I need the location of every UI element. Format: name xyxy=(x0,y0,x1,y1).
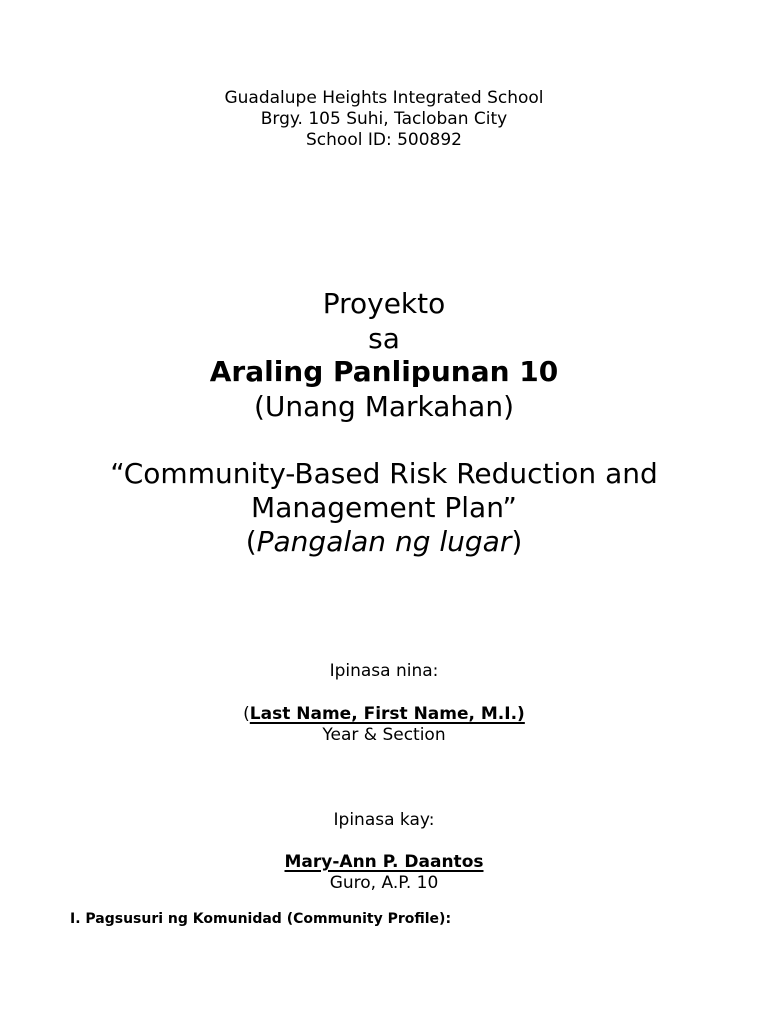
names-open-paren: ( xyxy=(243,704,250,724)
submitted-by-label: Ipinasa nina: xyxy=(329,661,439,681)
quarter-label: (Unang Markahan) xyxy=(253,390,515,423)
submitted-to-label: Ipinasa kay: xyxy=(333,810,435,830)
teacher-role: Guro, A.P. 10 xyxy=(329,873,439,893)
title-sa: sa xyxy=(368,322,400,355)
year-section: Year & Section xyxy=(322,725,446,745)
subject-title: Araling Panlipunan 10 xyxy=(209,355,559,388)
teacher-name-text: Mary-Ann P. Daantos xyxy=(284,852,484,872)
project-name-line2: Management Plan” xyxy=(251,491,517,524)
school-name: Guadalupe Heights Integrated School xyxy=(224,88,544,108)
project-name-line1: “Community-Based Risk Reduction and xyxy=(110,457,658,490)
place-close-paren: ) xyxy=(511,525,523,558)
student-names xyxy=(0,706,768,723)
place-placeholder: Pangalan ng lugar xyxy=(256,525,512,558)
names-placeholder: Last Name, First Name, M.I.) xyxy=(249,704,525,724)
teacher-name xyxy=(0,854,768,871)
title-proyekto: Proyekto xyxy=(322,287,446,320)
school-id: School ID: 500892 xyxy=(306,130,462,150)
school-address: Brgy. 105 Suhi, Tacloban City xyxy=(260,109,508,129)
place-open-paren: ( xyxy=(245,525,257,558)
place-name xyxy=(0,525,768,558)
section-heading: I. Pagsusuri ng Komunidad (Community Profile): xyxy=(70,911,452,927)
